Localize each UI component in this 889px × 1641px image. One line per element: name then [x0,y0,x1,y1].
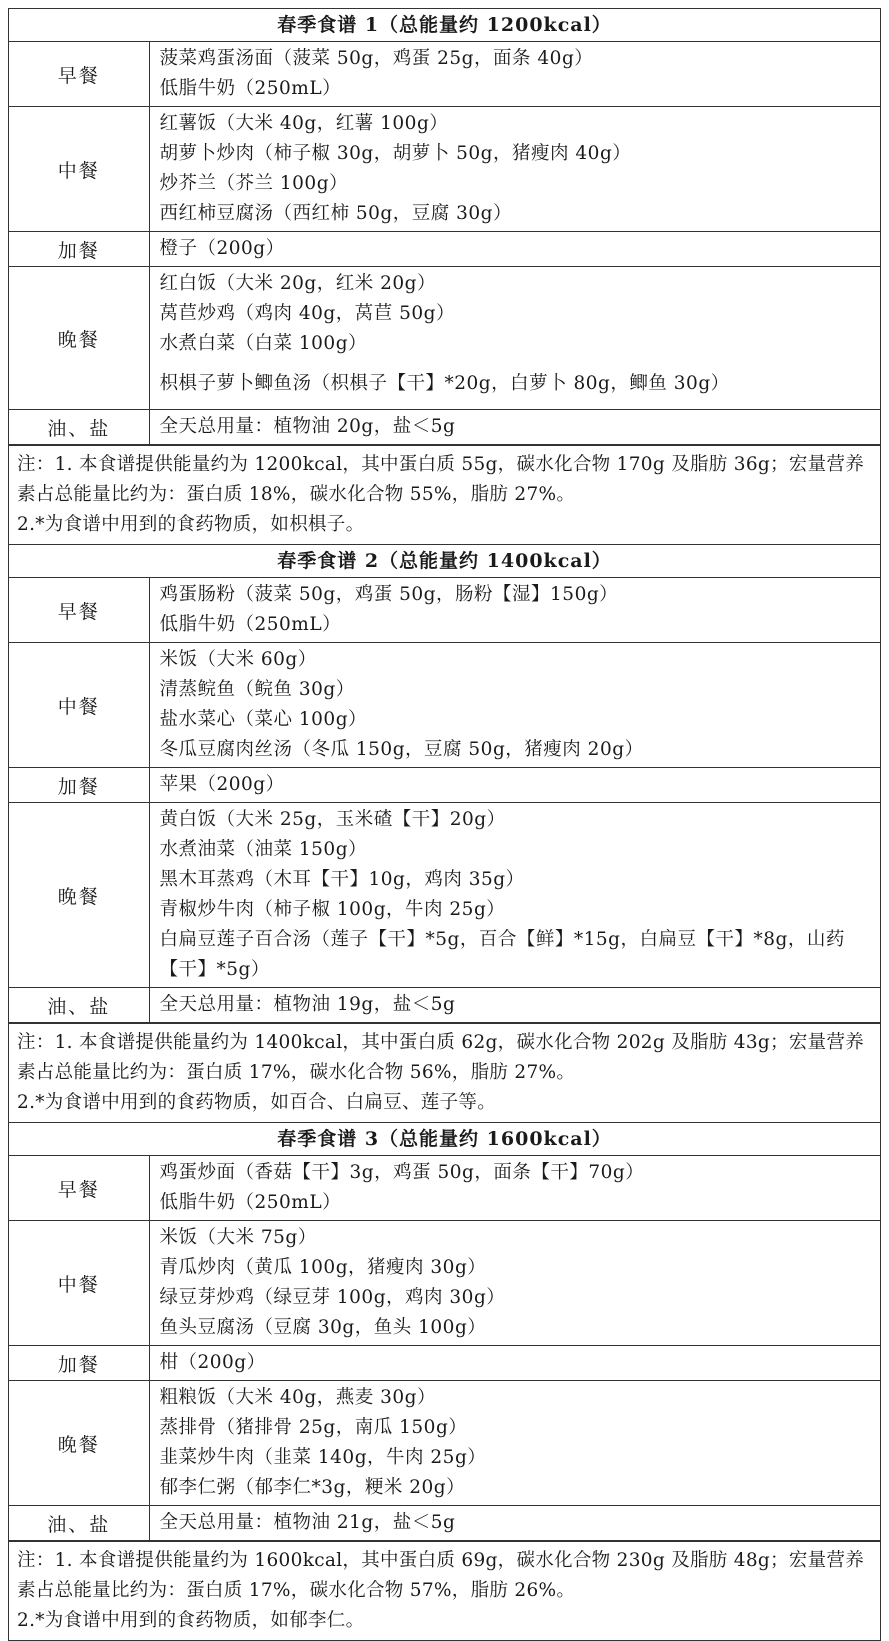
meal-row-dinner [9,267,880,410]
meal-label: 晚餐 [9,803,149,988]
meal-row-oil-salt [9,410,880,445]
menu-title: 春季食谱 1（总能量约 1200kcal） [9,9,880,42]
meal-item: 黄白饭（大米 25g，玉米碴【干】20g） [159,809,506,830]
meal-item: 低脂牛奶（250mL） [159,1192,342,1213]
meal-item: 清蒸鲩鱼（鲩鱼 30g） [159,679,355,700]
menu-note [9,1541,880,1640]
meal-row-dinner [9,803,880,988]
meal-row-oil-salt [9,1506,880,1541]
note-line: 注：1. 本食谱提供能量约为 1600kcal，其中蛋白质 69g，碳水化合物 230g 及脂肪 48g；宏量营养素占总能量比约为：蛋白质 17%，碳水化合物 57%，脂肪 26%。 [17,1550,865,1601]
meal-item: 低脂牛奶（250mL） [159,614,342,635]
meal-row-breakfast [9,1156,880,1221]
meal-item: 黑木耳蒸鸡（木耳【干】10g，鸡肉 35g） [159,869,525,890]
menu-title: 春季食谱 2（总能量约 1400kcal） [9,545,880,578]
meal-label: 油、盐 [9,1506,149,1541]
meal-row-lunch [9,1221,880,1346]
meal-row-snack [9,232,880,267]
meal-item: 白扁豆莲子百合汤（莲子【干】*5g，百合【鲜】*15g，白扁豆【干】*8g，山药【干】*5g） [159,929,845,980]
note-line: 2.*为食谱中用到的食药物质，如百合、白扁豆、莲子等。 [17,1092,497,1113]
meal-item: 鸡蛋炒面（香菇【干】3g，鸡蛋 50g，面条【干】70g） [159,1162,645,1183]
meal-item: 橙子（200g） [159,238,285,259]
meal-item: 蒸排骨（猪排骨 25g，南瓜 150g） [159,1417,468,1438]
meal-label: 晚餐 [9,1381,149,1506]
menu-table [9,545,880,1023]
menu-title: 春季食谱 3（总能量约 1600kcal） [9,1123,880,1156]
meal-item: 鱼头豆腐汤（豆腐 30g，鱼头 100g） [159,1317,487,1338]
menu-note [9,1023,880,1122]
meal-label: 早餐 [9,1156,149,1221]
meal-item: 炒芥兰（芥兰 100g） [159,173,349,194]
note-line: 注：1. 本食谱提供能量约为 1200kcal，其中蛋白质 55g，碳水化合物 170g 及脂肪 36g；宏量营养素占总能量比约为：蛋白质 18%，碳水化合物 55%，脂肪 27%。 [17,454,865,505]
meal-row-breakfast [9,578,880,643]
menu-3 [8,1122,881,1640]
meal-item: 红白饭（大米 20g，红米 20g） [159,273,437,294]
meal-label: 晚餐 [9,267,149,410]
meal-item: 青椒炒牛肉（柿子椒 100g，牛肉 25g） [159,899,506,920]
meal-row-dinner [9,1381,880,1506]
meal-row-breakfast [9,42,880,107]
meal-item: 冬瓜豆腐肉丝汤（冬瓜 150g，豆腐 50g，猪瘦肉 20g） [159,739,644,760]
meal-item: 莴苣炒鸡（鸡肉 40g，莴苣 50g） [159,303,456,324]
meal-label: 早餐 [9,578,149,643]
meal-item: 盐水菜心（菜心 100g） [159,709,368,730]
meal-item: 菠菜鸡蛋汤面（菠菜 50g，鸡蛋 25g，面条 40g） [159,48,594,69]
menu-1 [8,8,881,544]
note-line: 2.*为食谱中用到的食药物质，如郁李仁。 [17,1610,365,1631]
menu-note [9,445,880,544]
meal-item: 苹果（200g） [159,774,285,795]
meal-label: 加餐 [9,1346,149,1381]
meal-label: 油、盐 [9,410,149,445]
spring-menu-document [8,8,881,1641]
meal-item: 全天总用量：植物油 21g，盐＜5g [159,1512,456,1533]
note-line: 2.*为食谱中用到的食药物质，如枳椇子。 [17,514,365,535]
meal-label: 油、盐 [9,988,149,1023]
meal-label: 加餐 [9,232,149,267]
meal-label: 早餐 [9,42,149,107]
meal-item: 青瓜炒肉（黄瓜 100g，猪瘦肉 30g） [159,1257,487,1278]
meal-row-lunch [9,107,880,232]
meal-label: 中餐 [9,107,149,232]
meal-item: 西红柿豆腐汤（西红柿 50g，豆腐 30g） [159,203,513,224]
meal-item: 郁李仁粥（郁李仁*3g，粳米 20g） [159,1477,466,1498]
meal-row-snack [9,1346,880,1381]
note-line: 注：1. 本食谱提供能量约为 1400kcal，其中蛋白质 62g，碳水化合物 202g 及脂肪 43g；宏量营养素占总能量比约为：蛋白质 17%，碳水化合物 56%，脂肪 27%。 [17,1032,865,1083]
meal-item: 红薯饭（大米 40g，红薯 100g） [159,113,449,134]
meal-label: 加餐 [9,768,149,803]
meal-item: 韭菜炒牛肉（韭菜 140g，牛肉 25g） [159,1447,487,1468]
meal-item: 枳椇子萝卜鲫鱼汤（枳椇子【干】*20g，白萝卜 80g，鲫鱼 30g） [159,373,730,394]
meal-item: 全天总用量：植物油 19g，盐＜5g [159,994,456,1015]
meal-item: 鸡蛋肠粉（菠菜 50g，鸡蛋 50g，肠粉【湿】150g） [159,584,619,605]
meal-label: 中餐 [9,643,149,768]
meal-item: 绿豆芽炒鸡（绿豆芽 100g，鸡肉 30g） [159,1287,506,1308]
meal-item: 粗粮饭（大米 40g，燕麦 30g） [159,1387,437,1408]
meal-item: 胡萝卜炒肉（柿子椒 30g，胡萝卜 50g，猪瘦肉 40g） [159,143,632,164]
meal-item: 柑（200g） [159,1352,266,1373]
menu-table [9,9,880,445]
meal-item: 全天总用量：植物油 20g，盐＜5g [159,416,456,437]
meal-item: 米饭（大米 75g） [159,1227,317,1248]
meal-item: 米饭（大米 60g） [159,649,317,670]
menu-table [9,1123,880,1541]
meal-item: 低脂牛奶（250mL） [159,78,342,99]
meal-row-snack [9,768,880,803]
menu-2 [8,544,881,1122]
meal-item: 水煮白菜（白菜 100g） [159,333,368,354]
meal-row-oil-salt [9,988,880,1023]
meal-row-lunch [9,643,880,768]
meal-label: 中餐 [9,1221,149,1346]
meal-item: 水煮油菜（油菜 150g） [159,839,368,860]
